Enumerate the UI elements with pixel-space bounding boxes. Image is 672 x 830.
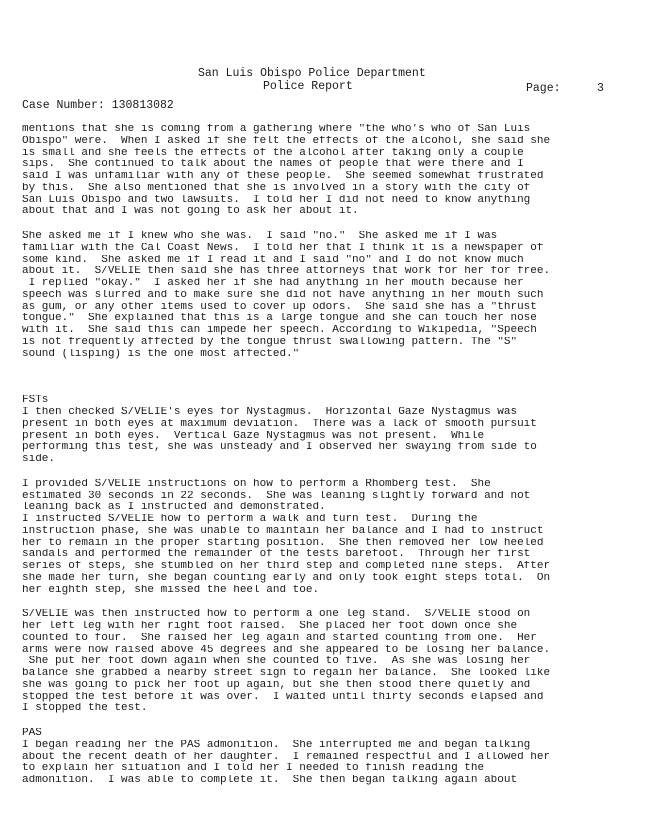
report-line: I provided S/VELIE instructions on how to perform a Rhomberg test. She xyxy=(22,478,491,490)
report-line: tongue." She explained that this is a large tongue and she can touch her nose xyxy=(22,313,537,325)
report-paragraph xyxy=(22,728,647,787)
case-number: Case Number: 130813082 xyxy=(22,99,174,112)
report-line: said I was unfamiliar with any of these people. She seemed somewhat frustrated xyxy=(22,171,544,182)
report-paragraph xyxy=(22,124,647,218)
report-line: is not frequently affected by the tongue thrust swallowing pattern. The "S" xyxy=(22,336,518,348)
report-line: about that and I was not going to ask her about it. xyxy=(22,206,359,218)
page-label: Page: xyxy=(526,82,561,95)
report-line: her to remain in the proper starting position. She then removed her low heeled xyxy=(22,537,544,549)
report-line: she made her turn, she began counting early and only took eight steps total. On xyxy=(22,572,551,584)
report-line: San Luis Obispo and two lawsuits. I told her I did not need to know anything xyxy=(22,194,531,206)
report-line: to explain her situation and I told her I needed to finish reading the xyxy=(22,763,485,775)
report-body xyxy=(22,124,647,800)
report-line: I then checked S/VELIE's eyes for Nystagmus. Horizontal Gaze Nystagmus was xyxy=(22,407,518,418)
report-line: I instructed S/VELIE how to perform a walk and turn test. During the xyxy=(22,514,478,525)
report-line: familiar with the Cal Coast News. I told her that I think it is a newspaper of xyxy=(22,242,544,254)
report-line: by this. She also mentioned that she is involved in a story with the city of xyxy=(22,182,531,194)
report-line: as gum, or any other items used to cover up odors. She said she has a "thrust xyxy=(22,301,537,313)
report-line: is small and she feels the effects of the alcohol after taking only a couple xyxy=(22,147,524,159)
report-line: series of steps, she stumbled on her third step and completed nine steps. After xyxy=(22,561,551,572)
report-line: some kind. She asked me if I read it and I said "no" and I do not know much xyxy=(22,254,524,266)
report-line: balance she grabbed a nearby street sign to regain her balance. She looked like xyxy=(22,668,551,679)
report-line: She put her foot down again when she counted to five. As she was losing her xyxy=(22,656,531,668)
report-line: S/VELIE was then instructed how to perform a one leg stand. S/VELIE stood on xyxy=(22,609,531,621)
report-line: her eighth step, she missed the heel and toe. xyxy=(22,584,320,596)
report-line: with it. She said this can impede her speech. According to Wikipedia, "Speech xyxy=(22,325,537,336)
report-line: instruction phase, she was unable to maintain her balance and I had to instruct xyxy=(22,525,544,537)
report-line: PAS xyxy=(22,728,42,739)
report-line: I stopped the test. xyxy=(22,703,148,715)
report-paragraph xyxy=(22,231,647,360)
report-line: sips. She continued to talk about the names of people that were there and I xyxy=(22,159,524,171)
report-line: about the recent death of her daughter. I remained respectful and I allowed her xyxy=(22,751,551,763)
report-line: I began reading her the PAS admonition. She interrupted me and began talking xyxy=(22,739,531,751)
report-line: side. xyxy=(22,454,56,465)
report-line: leaning back as I instructed and demonstrated. xyxy=(22,502,326,514)
report-line: present in both eyes at maximum deviation. There was a lack of smooth pursuit xyxy=(22,418,537,430)
report-line: admonition. I was able to complete it. She then began talking again about xyxy=(22,775,518,786)
report-line: performing this test, she was unsteady and I observed her swaying from side to xyxy=(22,442,537,454)
report-paragraph xyxy=(22,479,647,597)
report-line: arms were now raised above 45 degrees and she appeared to be losing her balance. xyxy=(22,644,551,656)
report-line: estimated 30 seconds in 22 seconds. She was leaning slightly forward and not xyxy=(22,490,531,502)
report-line: she was going to pick her foot up again, but she then stood there quietly and xyxy=(22,679,531,691)
report-line: Obispo" were. When I asked if she felt the effects of the alcohol, she said she xyxy=(22,135,551,147)
report-line: her left leg with her right foot raised. She placed her foot down once she xyxy=(22,621,518,632)
report-line: sound (lisping) is the one most affected." xyxy=(22,348,300,360)
report-line: stopped the test before it was over. I waited until thirty seconds elapsed and xyxy=(22,691,544,703)
report-line: sandals and performed the remainder of the tests barefoot. Through her first xyxy=(22,549,531,561)
department-name: San Luis Obispo Police Department xyxy=(198,67,426,80)
report-line: I replied "okay." I asked her if she had anything in her mouth because her xyxy=(22,278,524,289)
report-line: speech was slurred and to make sure she did not have anything in her mouth such xyxy=(22,289,544,301)
report-line: counted to four. She raised her leg again and started counting from one. Her xyxy=(22,632,537,644)
report-line: She asked me if I knew who she was. I said "no." She asked me if I was xyxy=(22,231,498,242)
report-paragraph xyxy=(22,609,647,715)
report-title: Police Report xyxy=(263,80,353,93)
page-number: 3 xyxy=(597,82,604,95)
report-paragraph xyxy=(22,395,647,466)
report-line: present in both eyes. Vertical Gaze Nystagmus was not present. While xyxy=(22,430,485,442)
report-line: mentions that she is coming from a gathering where "the who's who of San Luis xyxy=(22,124,531,135)
report-line: about it. S/VELIE then said she has three attorneys that work for her for free. xyxy=(22,266,551,278)
report-line: FSTs xyxy=(22,395,49,407)
